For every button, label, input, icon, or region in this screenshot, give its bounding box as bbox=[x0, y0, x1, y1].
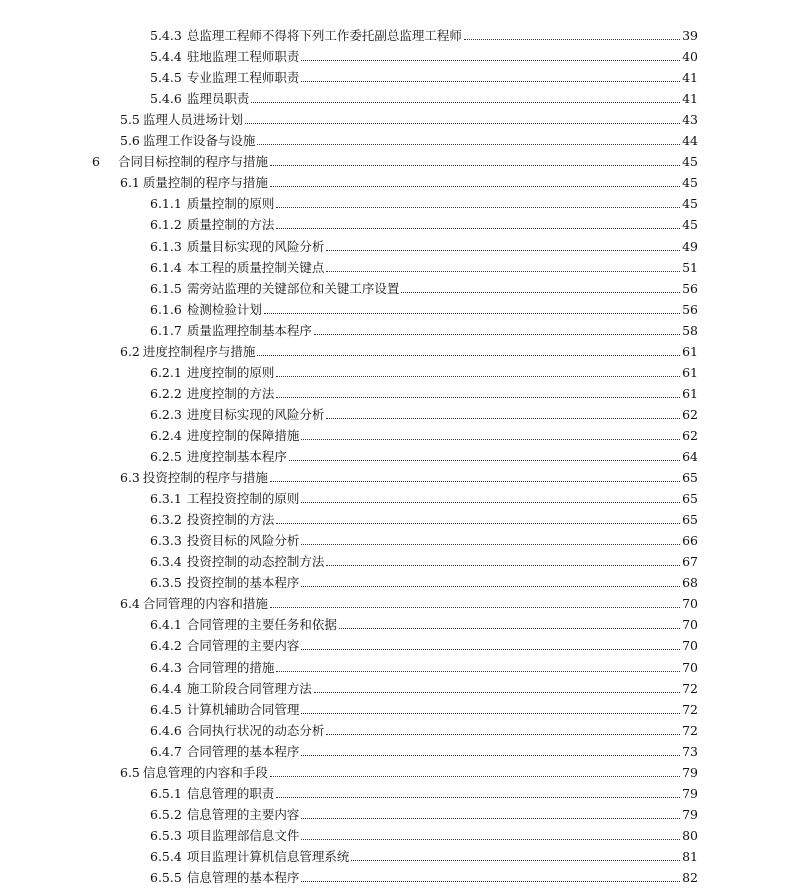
toc-entry-page: 45 bbox=[682, 175, 698, 191]
toc-entry-number: 6.4 bbox=[120, 596, 140, 612]
toc-entry-title: 工程投资控制的原则 bbox=[186, 491, 300, 507]
toc-entry[interactable] bbox=[150, 531, 698, 551]
toc-entry-number: 6.2.3 bbox=[150, 406, 182, 422]
toc-entry-number: 6.4.5 bbox=[150, 701, 182, 717]
toc-entry-number: 6.5 bbox=[120, 764, 140, 780]
toc-entry[interactable] bbox=[150, 868, 698, 888]
dot-leader bbox=[301, 814, 680, 819]
toc-entry-page: 70 bbox=[682, 617, 698, 633]
toc-entry[interactable] bbox=[150, 321, 698, 341]
toc-entry-page: 61 bbox=[682, 364, 698, 380]
toc-entry-page: 72 bbox=[682, 722, 698, 738]
toc-entry[interactable] bbox=[120, 131, 698, 151]
toc-entry-page: 79 bbox=[682, 785, 698, 801]
toc-entry-title: 进度控制的原则 bbox=[186, 364, 275, 380]
toc-entry-number: 6.3.2 bbox=[150, 512, 182, 528]
toc-entry-title: 监理员职责 bbox=[186, 91, 250, 107]
toc-entry[interactable] bbox=[150, 89, 698, 109]
toc-entry-title: 进度控制的方法 bbox=[186, 385, 275, 401]
toc-entry[interactable] bbox=[150, 805, 698, 825]
toc-entry-title: 监理工作设备与设施 bbox=[142, 133, 256, 149]
toc-entry[interactable] bbox=[150, 237, 698, 257]
toc-entry-page: 43 bbox=[682, 112, 698, 128]
dot-leader bbox=[301, 582, 680, 587]
toc-entry-number: 6.5.5 bbox=[150, 870, 182, 885]
toc-entry-page: 40 bbox=[682, 49, 698, 65]
toc-entry-number: 6.2 bbox=[120, 343, 140, 359]
toc-entry-page: 72 bbox=[682, 701, 698, 717]
toc-entry-page: 62 bbox=[682, 427, 698, 443]
toc-entry-page: 41 bbox=[682, 70, 698, 86]
dot-leader bbox=[301, 751, 680, 756]
toc-entry[interactable] bbox=[150, 26, 698, 46]
dot-leader bbox=[251, 98, 680, 103]
toc-entry-page: 65 bbox=[682, 491, 698, 507]
toc-entry-page: 61 bbox=[682, 385, 698, 401]
toc-entry-number: 6.5.3 bbox=[150, 827, 182, 843]
toc-entry-number: 5.4.3 bbox=[150, 28, 182, 43]
toc-entry[interactable] bbox=[150, 215, 698, 235]
dot-leader bbox=[264, 309, 680, 314]
dot-leader bbox=[270, 477, 680, 482]
toc-entry-title: 质量控制的原则 bbox=[186, 196, 275, 212]
toc-entry-page: 65 bbox=[682, 470, 698, 486]
toc-entry[interactable] bbox=[150, 194, 698, 214]
toc-entry-number: 6.2.5 bbox=[150, 449, 182, 464]
toc-entry-title: 信息管理的职责 bbox=[186, 785, 275, 801]
dot-leader bbox=[401, 288, 680, 293]
toc-entry[interactable] bbox=[150, 679, 698, 699]
toc-entry-page: 45 bbox=[682, 217, 698, 233]
toc-entry-page: 62 bbox=[682, 406, 698, 422]
toc-entry[interactable] bbox=[150, 405, 698, 425]
toc-entry-page: 73 bbox=[682, 743, 698, 759]
toc-entry-number: 6.1.6 bbox=[150, 301, 182, 317]
toc-entry-title: 本工程的质量控制关键点 bbox=[186, 259, 325, 275]
toc-entry-page: 67 bbox=[682, 554, 698, 570]
toc-entry-page: 65 bbox=[682, 512, 698, 528]
toc-entry[interactable] bbox=[150, 510, 698, 530]
toc-entry-page: 44 bbox=[682, 133, 698, 149]
dot-leader bbox=[276, 372, 680, 377]
toc-entry[interactable] bbox=[150, 47, 698, 67]
dot-leader bbox=[301, 56, 680, 61]
toc-entry-number: 6.3.1 bbox=[150, 491, 182, 507]
toc-entry-title: 驻地监理工程师职责 bbox=[186, 49, 300, 65]
toc-entry-title: 计算机辅助合同管理 bbox=[186, 701, 300, 717]
toc-entry-title: 质量控制的方法 bbox=[186, 217, 275, 233]
toc-entry[interactable] bbox=[92, 152, 698, 172]
toc-entry-page: 79 bbox=[682, 806, 698, 822]
dot-leader bbox=[301, 645, 680, 650]
toc-entry[interactable] bbox=[150, 68, 698, 88]
dot-leader bbox=[257, 351, 680, 356]
toc-entry-page: 39 bbox=[682, 28, 698, 43]
toc-entry-number: 5.4.6 bbox=[150, 91, 182, 107]
toc-entry[interactable] bbox=[150, 279, 698, 299]
toc-entry-title: 合同目标控制的程序与措施 bbox=[117, 154, 268, 170]
dot-leader bbox=[301, 835, 680, 840]
toc-entry[interactable] bbox=[150, 784, 698, 804]
toc-entry-title: 投资控制的方法 bbox=[186, 512, 275, 528]
toc-entry-number: 5.6 bbox=[120, 133, 140, 149]
toc-entry-page: 64 bbox=[682, 449, 698, 464]
toc-entry-title: 合同管理的主要任务和依据 bbox=[186, 617, 337, 633]
toc-entry[interactable] bbox=[120, 110, 698, 130]
toc-entry-page: 45 bbox=[682, 196, 698, 212]
toc-entry-title: 质量监理控制基本程序 bbox=[186, 322, 312, 338]
toc-entry-number: 6.2.2 bbox=[150, 385, 182, 401]
toc-entry-page: 79 bbox=[682, 764, 698, 780]
toc-entry-page: 51 bbox=[682, 259, 698, 275]
toc-entry-title: 项目监理计算机信息管理系统 bbox=[186, 848, 350, 864]
dot-leader bbox=[276, 203, 680, 208]
toc-entry[interactable] bbox=[150, 447, 698, 467]
toc-entry-number: 6.3.4 bbox=[150, 554, 182, 570]
toc-entry-title: 信息管理的内容和手段 bbox=[142, 764, 268, 780]
dot-leader bbox=[276, 793, 680, 798]
toc-entry-number: 6.1.7 bbox=[150, 322, 182, 338]
toc-entry-number: 6.4.4 bbox=[150, 680, 182, 696]
toc-entry[interactable] bbox=[150, 258, 698, 278]
toc-entry-number: 6.1.4 bbox=[150, 259, 182, 275]
toc-entry-title: 检测检验计划 bbox=[186, 301, 262, 317]
dot-leader bbox=[270, 161, 680, 166]
toc-entry-page: 80 bbox=[682, 827, 698, 843]
toc-entry[interactable] bbox=[150, 300, 698, 320]
dot-leader bbox=[326, 561, 680, 566]
dot-leader bbox=[301, 77, 680, 82]
toc-entry-page: 56 bbox=[682, 280, 698, 296]
dot-leader bbox=[276, 393, 680, 398]
toc-entry[interactable] bbox=[150, 721, 698, 741]
dot-leader bbox=[326, 414, 680, 419]
toc-entry-title: 施工阶段合同管理方法 bbox=[186, 680, 312, 696]
toc-entry-page: 70 bbox=[682, 638, 698, 654]
dot-leader bbox=[314, 330, 680, 335]
toc-entry-title: 专业监理工程师职责 bbox=[186, 70, 300, 86]
toc-entry-title: 质量控制的程序与措施 bbox=[142, 175, 268, 191]
toc-entry-title: 项目监理部信息文件 bbox=[186, 827, 300, 843]
toc-entry[interactable] bbox=[150, 826, 698, 846]
toc-entry-number: 6.4.1 bbox=[150, 617, 182, 633]
toc-entry-number: 6.1.5 bbox=[150, 280, 182, 296]
toc-entry-number: 6.2.4 bbox=[150, 427, 182, 443]
dot-leader bbox=[270, 772, 680, 777]
toc-entry[interactable] bbox=[120, 763, 698, 783]
toc-entry[interactable] bbox=[150, 384, 698, 404]
dot-leader bbox=[314, 688, 680, 693]
toc-entry-title: 进度控制程序与措施 bbox=[142, 343, 256, 359]
toc-entry-number: 6.1.1 bbox=[150, 196, 182, 212]
toc-entry-page: 70 bbox=[682, 659, 698, 675]
toc-entry-title: 合同管理的主要内容 bbox=[186, 638, 300, 654]
toc-entry-number: 6.3 bbox=[120, 470, 140, 486]
toc-entry-title: 合同执行状况的动态分析 bbox=[186, 722, 325, 738]
toc-entry-title: 需旁站监理的关键部位和关键工序设置 bbox=[186, 280, 400, 296]
toc-entry[interactable] bbox=[120, 594, 698, 614]
dot-leader bbox=[289, 456, 680, 461]
toc-entry-number: 6.3.3 bbox=[150, 533, 182, 549]
toc-entry-number: 6.1 bbox=[120, 175, 140, 191]
toc-entry[interactable] bbox=[150, 426, 698, 446]
toc-entry-page: 45 bbox=[682, 154, 698, 170]
toc-entry-title: 投资控制的程序与措施 bbox=[142, 470, 268, 486]
toc-entry-page: 49 bbox=[682, 238, 698, 254]
toc-entry-page: 81 bbox=[682, 848, 698, 864]
toc-entry-page: 56 bbox=[682, 301, 698, 317]
toc-entry-title: 合同管理的基本程序 bbox=[186, 743, 300, 759]
dot-leader bbox=[270, 603, 680, 608]
toc-entry-title: 监理人员进场计划 bbox=[142, 112, 243, 128]
toc-entry-number: 6.4.6 bbox=[150, 722, 182, 738]
toc-entry[interactable] bbox=[120, 342, 698, 362]
toc-entry-number: 6.4.2 bbox=[150, 638, 182, 654]
toc-entry-number: 6.2.1 bbox=[150, 364, 182, 380]
dot-leader bbox=[326, 267, 680, 272]
toc-entry[interactable] bbox=[150, 489, 698, 509]
dot-leader bbox=[301, 709, 680, 714]
toc-entry-title: 质量目标实现的风险分析 bbox=[186, 238, 325, 254]
toc-entry[interactable] bbox=[150, 636, 698, 656]
toc-entry[interactable] bbox=[150, 573, 698, 593]
toc-entry-page: 82 bbox=[682, 870, 698, 885]
toc-entry-number: 6 bbox=[92, 154, 100, 170]
toc-entry-title: 投资目标的风险分析 bbox=[186, 533, 300, 549]
toc-entry-number: 6.1.2 bbox=[150, 217, 182, 233]
toc-entry-number: 6.4.3 bbox=[150, 659, 182, 675]
toc-entry-number: 6.3.5 bbox=[150, 575, 182, 591]
toc-entry[interactable] bbox=[150, 742, 698, 762]
dot-leader bbox=[301, 498, 680, 503]
toc-entry-number: 6.5.2 bbox=[150, 806, 182, 822]
toc-entry-number: 6.1.3 bbox=[150, 238, 182, 254]
toc-entry[interactable] bbox=[120, 173, 698, 193]
dot-leader bbox=[326, 246, 680, 251]
toc-entry-number: 5.4.4 bbox=[150, 49, 182, 65]
toc-entry-title: 进度控制基本程序 bbox=[186, 449, 287, 464]
dot-leader bbox=[276, 667, 680, 672]
dot-leader bbox=[276, 224, 680, 229]
toc-entry[interactable] bbox=[150, 700, 698, 720]
toc-entry-number: 5.5 bbox=[120, 112, 140, 128]
dot-leader bbox=[351, 856, 680, 861]
toc-entry[interactable] bbox=[150, 658, 698, 678]
dot-leader bbox=[270, 182, 680, 187]
toc-entry[interactable] bbox=[150, 847, 698, 867]
toc-entry-number: 6.4.7 bbox=[150, 743, 182, 759]
toc-entry-title: 信息管理的基本程序 bbox=[186, 870, 300, 885]
dot-leader bbox=[276, 519, 680, 524]
toc-entry-page: 70 bbox=[682, 596, 698, 612]
dot-leader bbox=[245, 119, 680, 124]
dot-leader bbox=[326, 730, 680, 735]
toc-entry-number: 6.5.4 bbox=[150, 848, 182, 864]
dot-leader bbox=[464, 35, 680, 40]
toc-entry-title: 信息管理的主要内容 bbox=[186, 806, 300, 822]
toc-entry-page: 66 bbox=[682, 533, 698, 549]
toc-entry-page: 72 bbox=[682, 680, 698, 696]
toc-entry-page: 61 bbox=[682, 343, 698, 359]
dot-leader bbox=[257, 140, 680, 145]
toc-entry-title: 投资控制的基本程序 bbox=[186, 575, 300, 591]
toc-entry[interactable] bbox=[150, 552, 698, 572]
dot-leader bbox=[301, 877, 680, 882]
toc-entry-number: 6.5.1 bbox=[150, 785, 182, 801]
toc-entry[interactable] bbox=[150, 615, 698, 635]
toc-entry-number: 5.4.5 bbox=[150, 70, 182, 86]
dot-leader bbox=[339, 624, 680, 629]
toc-entry-title: 合同管理的内容和措施 bbox=[142, 596, 268, 612]
toc-entry[interactable] bbox=[120, 468, 698, 488]
toc-entry-page: 58 bbox=[682, 322, 698, 338]
toc-entry-title: 投资控制的动态控制方法 bbox=[186, 554, 325, 570]
toc-entry[interactable] bbox=[150, 363, 698, 383]
toc-entry-title: 总监理工程师不得将下列工作委托副总监理工程师 bbox=[186, 28, 462, 43]
toc-entry-title: 进度控制的保障措施 bbox=[186, 427, 300, 443]
toc-entry-page: 68 bbox=[682, 575, 698, 591]
dot-leader bbox=[301, 435, 680, 440]
toc-entry-title: 进度目标实现的风险分析 bbox=[186, 406, 325, 422]
toc-entry-title: 合同管理的措施 bbox=[186, 659, 275, 675]
toc-entry-page: 41 bbox=[682, 91, 698, 107]
dot-leader bbox=[301, 540, 680, 545]
